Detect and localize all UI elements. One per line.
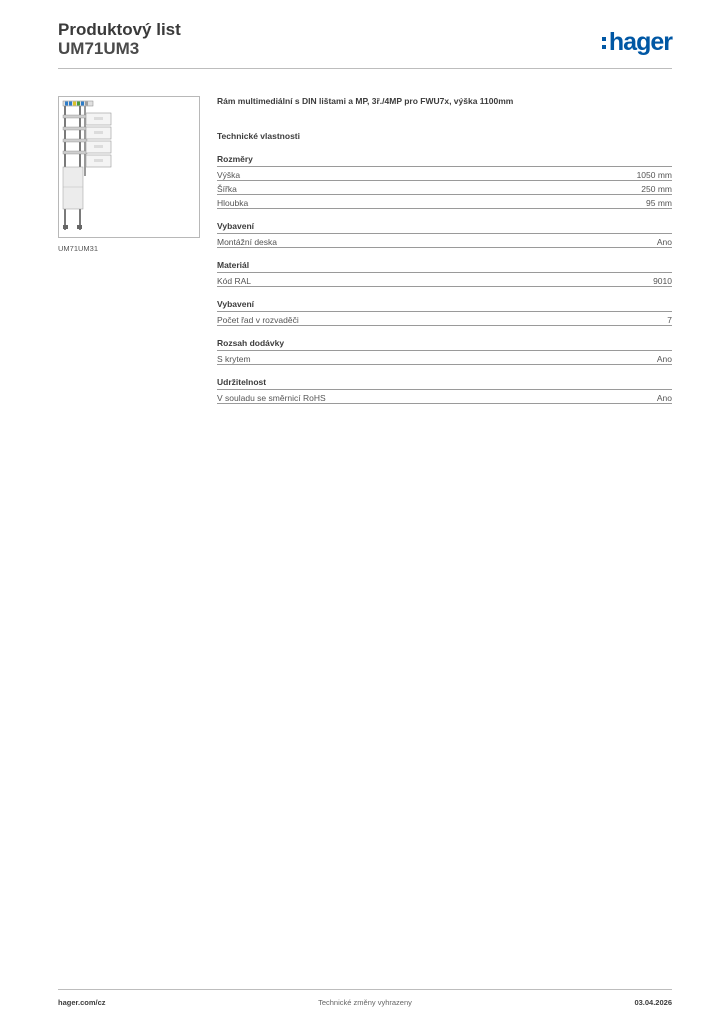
page-header bbox=[58, 20, 672, 70]
spec-label: Výška bbox=[217, 170, 241, 180]
product-image bbox=[58, 96, 200, 238]
section-sustainability bbox=[217, 377, 672, 404]
spec-row bbox=[217, 312, 672, 326]
spec-value: Ano bbox=[656, 237, 672, 247]
spec-label: Počet řad v rozvaděči bbox=[217, 315, 299, 325]
spec-label: Montážní deska bbox=[217, 237, 278, 247]
product-details bbox=[217, 95, 672, 404]
spec-value: 95 mm bbox=[646, 198, 672, 208]
spec-value: 9010 bbox=[653, 276, 672, 286]
spec-row bbox=[217, 390, 672, 404]
product-description: Rám multimediální s DIN lištami a MP, 3ř./4MP pro FWU7x, výška 1100mm bbox=[217, 96, 514, 106]
spec-label: V souladu se směrnicí RoHS bbox=[217, 393, 326, 403]
footer-divider bbox=[58, 989, 672, 990]
product-frame-illustration bbox=[59, 97, 199, 237]
spec-row bbox=[217, 273, 672, 287]
spec-value: 250 mm bbox=[641, 184, 672, 194]
section-title: Rozsah dodávky bbox=[217, 338, 672, 351]
product-code: UM71UM3 bbox=[58, 39, 140, 58]
section-delivery-scope bbox=[217, 338, 672, 365]
spec-row bbox=[217, 167, 672, 181]
spec-label: Kód RAL bbox=[217, 276, 252, 286]
technical-properties-heading: Technické vlastnosti bbox=[217, 131, 300, 141]
page-footer bbox=[58, 998, 672, 1010]
header-divider bbox=[58, 68, 672, 69]
section-material bbox=[217, 260, 672, 287]
spec-value: Ano bbox=[656, 393, 672, 403]
spec-label: Hloubka bbox=[217, 198, 249, 208]
spec-label: S krytem bbox=[217, 354, 251, 364]
spec-value: 7 bbox=[667, 315, 672, 325]
spec-row bbox=[217, 181, 672, 195]
page-title: Produktový list bbox=[58, 20, 181, 39]
section-title: Materiál bbox=[217, 260, 672, 273]
spec-value: Ano bbox=[656, 354, 672, 364]
section-title: Udržitelnost bbox=[217, 377, 672, 390]
spec-row bbox=[217, 195, 672, 209]
section-dimensions bbox=[217, 154, 672, 209]
logo-dots-icon bbox=[602, 33, 606, 53]
footer-disclaimer: Technické změny vyhrazeny bbox=[318, 998, 412, 1007]
footer-website-link[interactable]: hager.com/cz bbox=[58, 998, 106, 1007]
section-title: Vybavení bbox=[217, 299, 672, 312]
image-caption: UM71UM31 bbox=[58, 244, 99, 253]
section-equipment bbox=[217, 221, 672, 248]
section-equipment-rows bbox=[217, 299, 672, 326]
spec-value: 1050 mm bbox=[636, 170, 672, 180]
section-title: Rozměry bbox=[217, 154, 672, 167]
footer-date: 03.04.2026 bbox=[634, 998, 672, 1007]
spec-row bbox=[217, 351, 672, 365]
section-title: Vybavení bbox=[217, 221, 672, 234]
spec-label: Šířka bbox=[217, 184, 237, 194]
hager-logo bbox=[602, 30, 672, 55]
logo-text: hager bbox=[608, 28, 672, 56]
spec-row bbox=[217, 234, 672, 248]
